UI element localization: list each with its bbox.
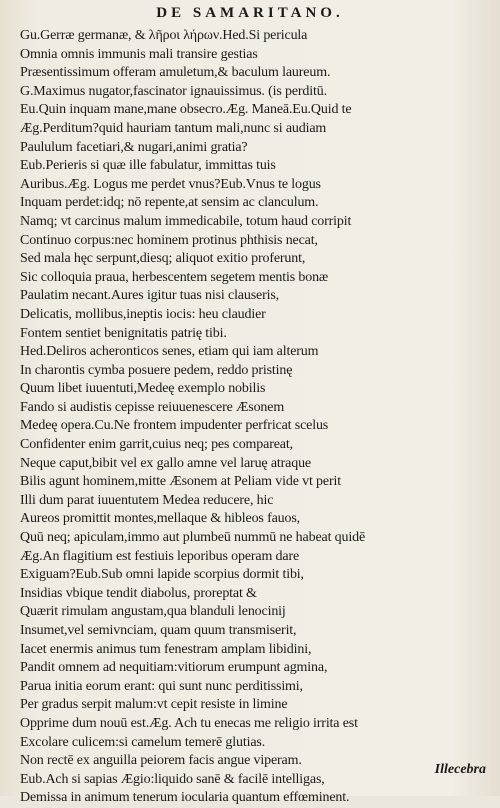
- catchword: Illecebra: [434, 762, 486, 777]
- text-line: Omnia omnis immunis mali transire gestias: [20, 46, 258, 62]
- text-line: Quum libet iuuentuti,Medeę exemplo nobilis: [20, 381, 266, 397]
- text-line: Bilis agunt hominem,mitte Æsonem at Peliam vide vt perit: [20, 474, 341, 490]
- text-line: Quærit rimulam angustam,qua blanduli lenocinij: [20, 604, 286, 620]
- text-line: Per gradus serpit malum:vt cepit resiste in limine: [20, 697, 288, 713]
- text-line: Hed.Deliros acheronticos senes, etiam qui iam alterum: [20, 344, 319, 360]
- text-line: Inquam perdet:idq; nō repente,at sensim ac clanculum.: [20, 195, 319, 211]
- text-line: Pandit omnem ad nequitiam:vitiorum erumpunt agmina,: [20, 660, 328, 676]
- text-line: Fontem sentiet benignitatis patrię tibi.: [20, 325, 227, 341]
- text-line: Paulatim necant.Aures igitur tuas nisi clauseris,: [20, 288, 279, 304]
- text-line: Demissa in animum tenerum iocularia quantum effœminent.: [20, 790, 350, 806]
- text-line: Medeę opera.Cu.Ne frontem impudenter perfricat scelus: [20, 418, 329, 434]
- text-line: Præsentissimum offeram amuletum,& baculum laureum.: [20, 65, 331, 81]
- text-line: In charontis cymba posuere pedem, reddo pristinę: [20, 362, 293, 378]
- text-line: Insumet,vel semivnciam, quam quum transmiserit,: [20, 623, 297, 638]
- text-line: Paululum facetiari,& nugari,animi gratia?: [20, 139, 248, 155]
- text-line: Namq; vt carcinus malum immedicabile, totum haud corripit: [20, 213, 352, 229]
- text-line: Eub.Ach si sapias Ægio:liquido sanē & facilē intelligas,: [20, 771, 325, 787]
- text-line: Illi dum parat iuuentutem Medea reducere, hic: [20, 492, 274, 508]
- text-line: Gu.Gerræ germanæ, & λῆροι λήρων.Hed.Si pericula: [20, 28, 308, 43]
- text-line: Parua initia eorum erant: qui sunt nunc perditissimi,: [20, 678, 303, 694]
- text-line: Continuo corpus:nec hominem protinus phthisis necat,: [20, 232, 318, 248]
- text-line: Non rectē ex anguilla peiorem facis angue viperam.: [20, 753, 302, 769]
- text-line: Auribus.Æg. Logus me perdet vnus?Eub.Vnus te logus: [20, 176, 321, 192]
- text-line: Iacet enermis animus tum fenestram amplam libidini,: [20, 641, 312, 657]
- running-head: DE SAMARITANO.: [156, 5, 344, 21]
- text-line: Sed mala hęc serpunt,diesq; aliquot exitio proferunt,: [20, 251, 306, 267]
- text-line: Æg.An flagitium est festiuis leporibus operam dare: [20, 548, 300, 564]
- text-line: Insidias vbique tendit diabolus, proreptat &: [20, 585, 257, 601]
- verse-text-block: [20, 27, 490, 808]
- text-line: Delicatis, mollibus,ineptis iocis: heu claudier: [20, 306, 266, 322]
- text-line: G.Maximus nugator,fascinator ignauissimus. (is perditū.: [20, 83, 327, 99]
- text-line: Fando si audistis cepisse reiuuenescere Æsonem: [20, 399, 285, 415]
- text-line: Aureos promittit montes,mellaque & hibleos fauos,: [20, 511, 300, 527]
- text-line: Quū neq; apiculam,immo aut plumbeū nummū ne habeat quidē: [20, 530, 366, 546]
- text-line: Excolare culicem:si camelum temerē glutias.: [20, 734, 266, 750]
- text-line: Eub.Perieris si quæ ille fabulatur, immittas tuis: [20, 158, 276, 174]
- text-line: Opprime dum nouū est.Æg. Ach tu enecas me religio irrita est: [20, 715, 358, 731]
- text-line: Sic colloquia praua, herbescentem segetem mentis bonæ: [20, 269, 329, 285]
- text-line: Neque caput,bibit vel ex gallo amne vel laruę atraque: [20, 455, 311, 471]
- text-line: Confidenter enim garrit,cuius neq; pes compareat,: [20, 437, 293, 453]
- text-line: Exiguam?Eub.Sub omni lapide scorpius dormit tibi,: [20, 567, 304, 583]
- text-line: Æg.Perditum?quid hauriam tantum mali,nunc si audiam: [20, 120, 327, 136]
- text-line: Eu.Quin inquam mane,mane obsecro.Æg. Maneā.Eu.Quid te: [20, 102, 352, 118]
